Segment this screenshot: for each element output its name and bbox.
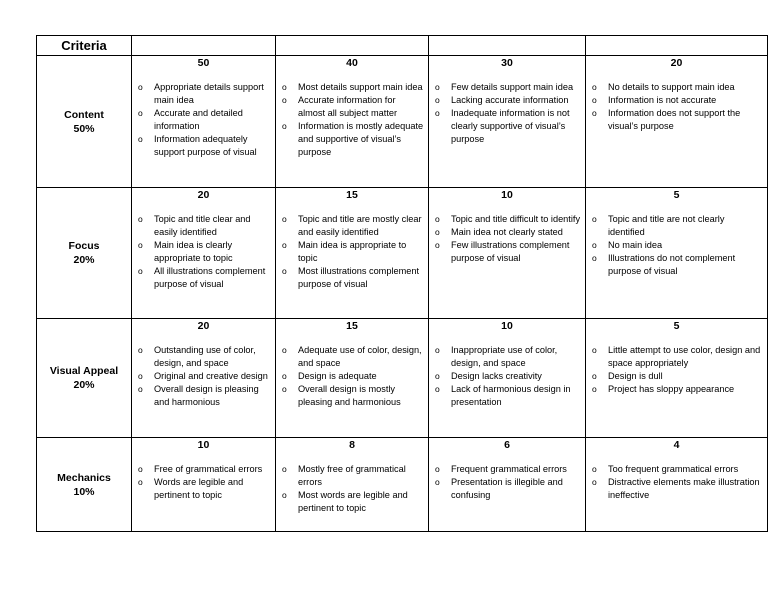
level-cell <box>586 319 768 438</box>
score-label: 20 <box>197 189 210 201</box>
criteria-point: o Inappropriate use of color, design, and space <box>433 344 581 370</box>
criteria-points-list <box>433 463 581 502</box>
criteria-point: o Information is mostly adequate and supportive of visual’s purpose <box>280 120 424 159</box>
criteria-point: o Information adequately support purpose of visual <box>136 133 271 159</box>
criteria-points-list <box>136 213 271 291</box>
criteria-point: o Outstanding use of color, design, and space <box>136 344 271 370</box>
level-cell <box>429 188 586 319</box>
level-cell <box>429 438 586 532</box>
criteria-points-list <box>136 344 271 409</box>
header-cell <box>132 36 276 56</box>
level-cell <box>276 188 429 319</box>
criterion-name: Mechanics <box>57 471 111 484</box>
criteria-point: o Information is not accurate <box>590 94 763 107</box>
criteria-header: Criteria <box>37 36 132 56</box>
criteria-point: o Lacking accurate information <box>433 94 581 107</box>
criterion-weight: 20% <box>73 254 95 266</box>
criteria-point: o Topic and title clear and easily identified <box>136 213 271 239</box>
score-label: 30 <box>501 57 513 69</box>
criteria-point: o Overall design is pleasing and harmonious <box>136 383 271 409</box>
criterion-name: Focus <box>68 240 100 252</box>
criteria-points-list <box>280 463 424 515</box>
header-cell <box>586 36 768 56</box>
rubric-row <box>37 438 768 532</box>
score-label: 5 <box>673 320 680 332</box>
criteria-points-list <box>590 463 763 502</box>
criteria-point: o Project has sloppy appearance <box>590 383 763 396</box>
rubric-table <box>36 35 768 532</box>
criterion-name: Content <box>64 108 104 121</box>
criterion-cell <box>37 188 132 319</box>
criteria-point: o Topic and title are mostly clear and easily identified <box>280 213 424 239</box>
rubric-row <box>37 188 768 319</box>
criteria-points-list <box>280 344 424 409</box>
criteria-point: o No details to support main idea <box>590 81 763 94</box>
criteria-point: o Presentation is illegible and confusing <box>433 476 581 502</box>
criteria-point: o Design is dull <box>590 370 763 383</box>
score-label: 20 <box>197 320 210 332</box>
score-label: 4 <box>673 439 680 451</box>
criteria-point: o Inadequate information is not clearly supportive of visual’s purpose <box>433 107 581 146</box>
score-label: 8 <box>349 439 355 451</box>
rubric-row <box>37 319 768 438</box>
criterion-weight: 10% <box>73 485 95 498</box>
criteria-point: o Original and creative design <box>136 370 271 383</box>
criteria-point: o Main idea not clearly stated <box>433 226 581 239</box>
score-label: 5 <box>673 189 680 201</box>
criteria-point: o Free of grammatical errors <box>136 463 271 476</box>
score-label: 50 <box>197 57 210 69</box>
level-cell <box>429 56 586 188</box>
level-cell <box>132 438 276 532</box>
criteria-points-list <box>136 81 271 159</box>
level-cell <box>429 319 586 438</box>
criteria-point: o Most illustrations complement purpose of visual <box>280 265 424 291</box>
level-cell <box>276 319 429 438</box>
criteria-point: o Topic and title difficult to identify <box>433 213 581 226</box>
criteria-points-list <box>136 463 271 502</box>
criterion-weight: 20% <box>73 379 95 391</box>
criteria-point: o Words are legible and pertinent to topic <box>136 476 271 502</box>
rubric-row <box>37 56 768 188</box>
criteria-point: o Illustrations do not complement purpose of visual <box>590 252 763 278</box>
criteria-point: o Most details support main idea <box>280 81 424 94</box>
criteria-point: o Accurate and detailed information <box>136 107 271 133</box>
criterion-cell <box>37 56 132 188</box>
criteria-point: o Main idea is appropriate to topic <box>280 239 424 265</box>
criteria-point: o Design is adequate <box>280 370 424 383</box>
criterion-cell <box>37 438 132 532</box>
level-cell <box>586 438 768 532</box>
criteria-point: o Lack of harmonious design in presentation <box>433 383 581 409</box>
criteria-point: o Information does not support the visual’s purpose <box>590 107 763 133</box>
criteria-points-list <box>433 213 581 265</box>
score-label: 10 <box>501 320 513 332</box>
level-cell <box>132 188 276 319</box>
score-label: 10 <box>501 189 513 201</box>
criterion-weight: 50% <box>73 122 95 135</box>
criteria-point: o Most words are legible and pertinent to topic <box>280 489 424 515</box>
header-row <box>37 36 768 56</box>
criteria-points-list <box>433 81 581 146</box>
level-cell <box>132 319 276 438</box>
criteria-point: o Few illustrations complement purpose of visual <box>433 239 581 265</box>
level-cell <box>276 56 429 188</box>
criteria-points-list <box>590 344 763 396</box>
level-cell <box>132 56 276 188</box>
criteria-points-list <box>280 213 424 291</box>
criteria-point: o Too frequent grammatical errors <box>590 463 763 476</box>
criteria-point: o All illustrations complement purpose of visual <box>136 265 271 291</box>
criteria-points-list <box>280 81 424 159</box>
criteria-point: o No main idea <box>590 239 763 252</box>
criteria-point: o Accurate information for almost all subject matter <box>280 94 424 120</box>
level-cell <box>586 56 768 188</box>
criteria-point: o Little attempt to use color, design and space appropriately <box>590 344 763 370</box>
level-cell <box>586 188 768 319</box>
criteria-point: o Main idea is clearly appropriate to topic <box>136 239 271 265</box>
criteria-point: o Topic and title are not clearly identified <box>590 213 763 239</box>
criterion-cell <box>37 319 132 438</box>
level-cell <box>276 438 429 532</box>
criteria-point: o Design lacks creativity <box>433 370 581 383</box>
score-label: 15 <box>346 189 358 201</box>
criteria-point: o Few details support main idea <box>433 81 581 94</box>
criteria-point: o Frequent grammatical errors <box>433 463 581 476</box>
score-label: 20 <box>670 57 683 69</box>
score-label: 40 <box>346 57 358 69</box>
criteria-point: o Mostly free of grammatical errors <box>280 463 424 489</box>
criterion-name: Visual Appeal <box>49 365 119 377</box>
header-cell <box>429 36 586 56</box>
score-label: 10 <box>197 439 210 451</box>
score-label: 6 <box>504 439 510 451</box>
header-cell <box>276 36 429 56</box>
criteria-point: o Appropriate details support main idea <box>136 81 271 107</box>
criteria-points-list <box>433 344 581 409</box>
score-label: 15 <box>346 320 358 332</box>
criteria-point: o Adequate use of color, design, and space <box>280 344 424 370</box>
criteria-points-list <box>590 213 763 278</box>
criteria-points-list <box>590 81 763 133</box>
criteria-point: o Distractive elements make illustration ineffective <box>590 476 763 502</box>
criteria-point: o Overall design is mostly pleasing and harmonious <box>280 383 424 409</box>
